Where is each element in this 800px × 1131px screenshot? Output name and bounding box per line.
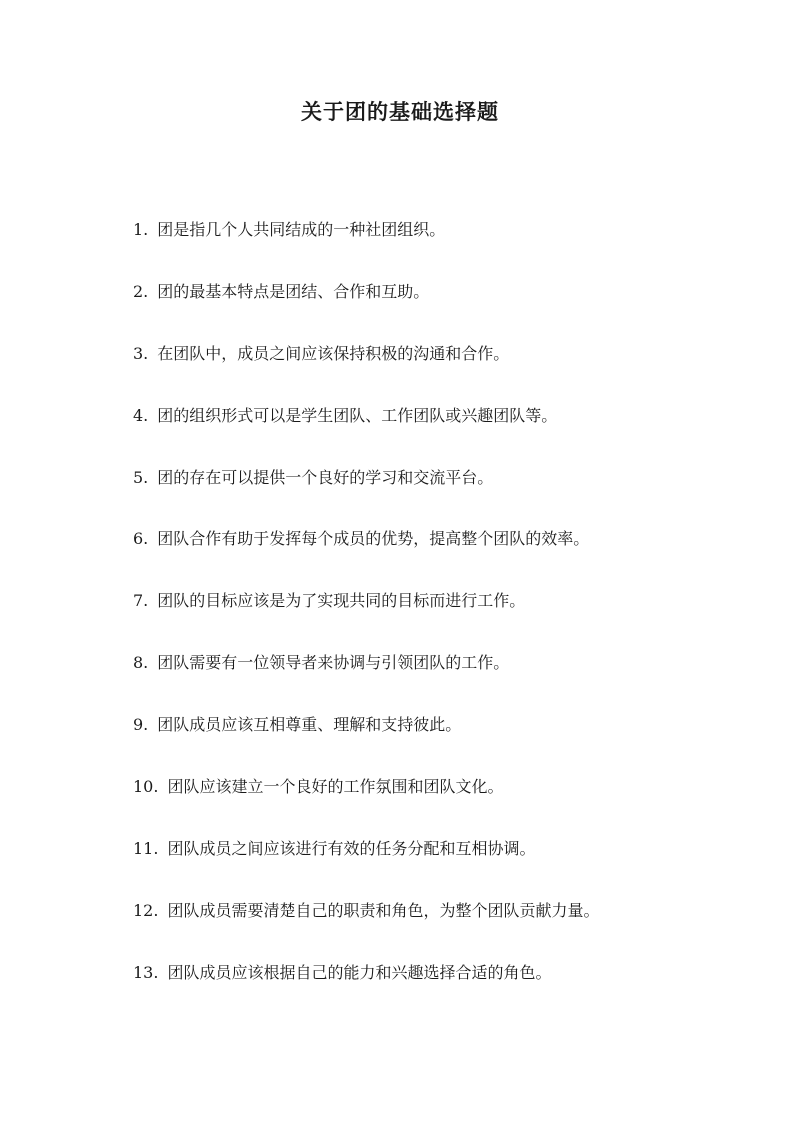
question-text: 团是指几个人共同结成的一种社团组织。: [157, 220, 446, 239]
question-text: 团的最基本特点是团结、合作和互助。: [157, 281, 430, 301]
question-item: [133, 467, 753, 529]
question-item: [133, 652, 753, 714]
question-text: 在团队中，成员之间应该保持积极的沟通和合作。: [157, 343, 510, 363]
question-text: 团的组织形式可以是学生团队、工作团队或兴趣团队等。: [157, 405, 558, 425]
question-text: 团队应该建立一个良好的工作氛围和团队文化。: [167, 777, 504, 797]
question-number: 12.: [133, 900, 159, 920]
question-number: 10.: [133, 777, 159, 797]
question-item: [133, 900, 753, 962]
document-title: 关于团的基础选择题: [301, 99, 499, 124]
question-text: 团队成员之间应该进行有效的任务分配和互相协调。: [167, 838, 536, 858]
question-item: [133, 776, 753, 838]
question-text: 团队成员应该根据自己的能力和兴趣选择合适的角色。: [167, 962, 552, 982]
question-text: 团的存在可以提供一个良好的学习和交流平台。: [157, 467, 494, 487]
question-item: [133, 219, 753, 281]
question-number: 8.: [133, 653, 149, 673]
question-text: 团队需要有一位领导者来协调与引领团队的工作。: [157, 653, 510, 673]
question-number: 2.: [133, 281, 149, 301]
question-text: 团队成员需要清楚自己的职责和角色，为整个团队贡献力量。: [167, 900, 600, 920]
question-item: [133, 714, 753, 776]
question-text: 团队合作有助于发挥每个成员的优势，提高整个团队的效率。: [157, 529, 590, 549]
question-number: 4.: [133, 405, 149, 425]
question-text: 团队成员应该互相尊重、理解和支持彼此。: [157, 715, 462, 735]
question-item: [133, 405, 753, 467]
question-item: [133, 281, 753, 343]
question-number: 6.: [133, 529, 149, 549]
question-item: [133, 838, 753, 900]
question-item: [133, 590, 753, 652]
question-text: 团队的目标应该是为了实现共同的目标而进行工作。: [157, 591, 526, 611]
question-number: 9.: [133, 715, 149, 735]
question-number: 13.: [133, 962, 159, 982]
question-list: [133, 219, 753, 1024]
question-number: 5.: [133, 467, 149, 487]
question-number: 11.: [133, 838, 159, 858]
question-number: 1.: [133, 220, 149, 239]
question-item: [133, 343, 753, 405]
question-item: [133, 528, 753, 590]
question-number: 3.: [133, 343, 149, 363]
question-number: 7.: [133, 591, 149, 611]
question-item: [133, 962, 753, 1024]
